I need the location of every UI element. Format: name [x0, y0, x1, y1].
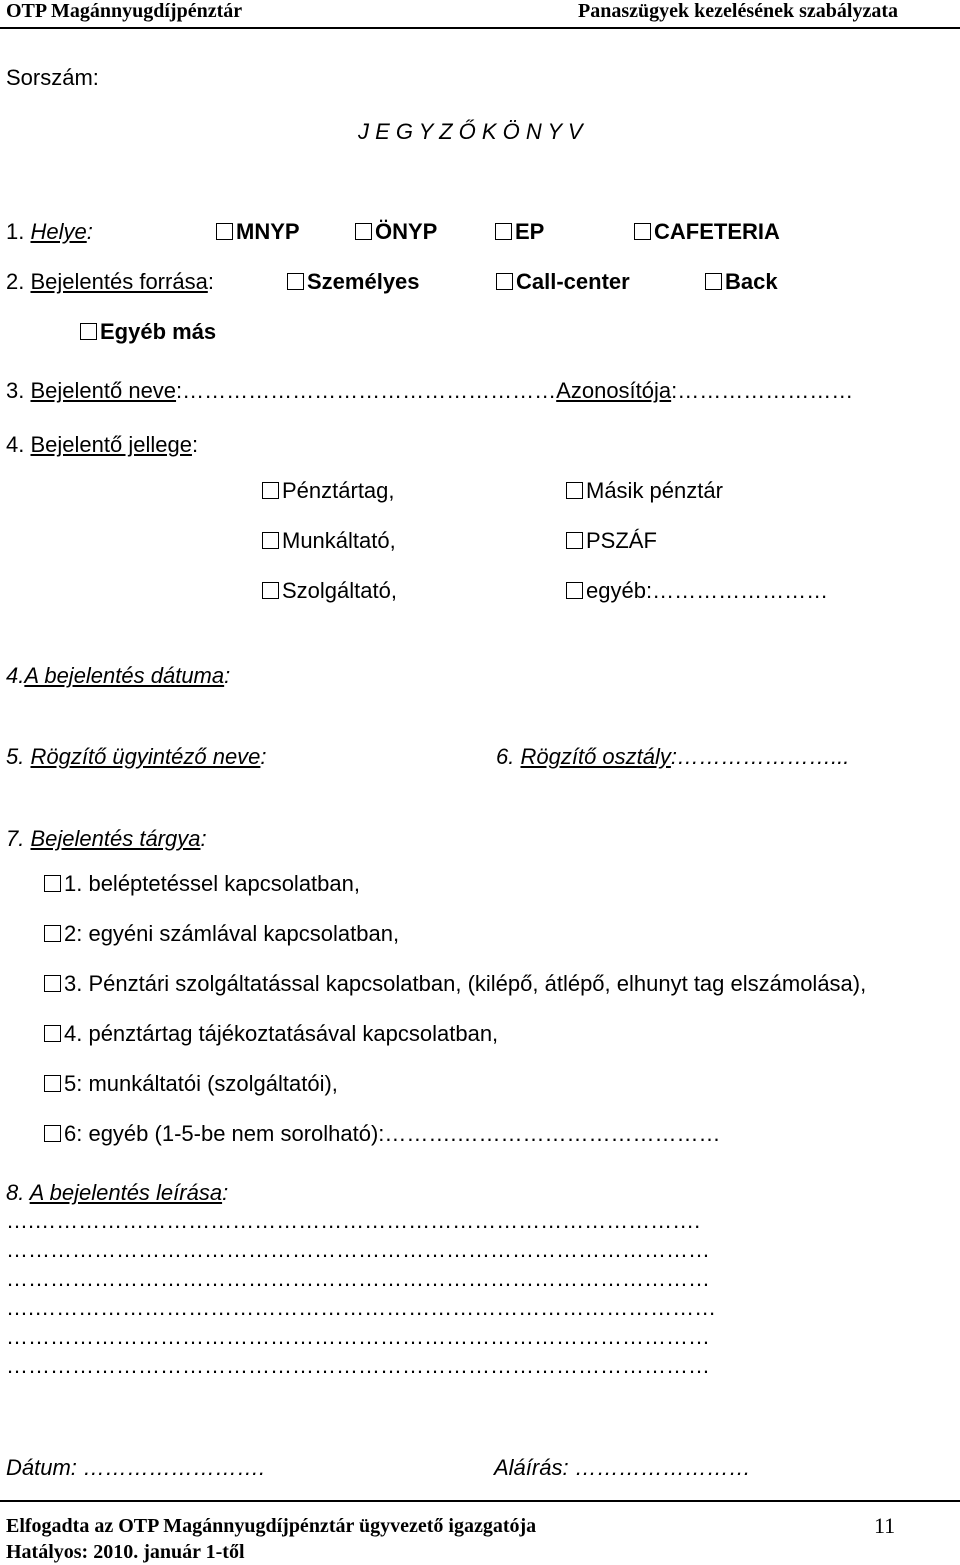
q6-dots[interactable]: …………………...: [677, 744, 850, 769]
checkbox-icon[interactable]: [262, 532, 279, 549]
q4-option-szolgaltato[interactable]: Szolgáltató,: [262, 578, 397, 604]
q4-label: 4. Bejelentő jellege:: [6, 432, 199, 457]
q8-line[interactable]: ……………………………………………………………………………………: [6, 1324, 710, 1349]
checkbox-icon[interactable]: [355, 223, 372, 240]
date-dots[interactable]: …………………….: [83, 1455, 266, 1480]
checkbox-icon[interactable]: [44, 925, 61, 942]
checkbox-icon[interactable]: [496, 273, 513, 290]
header-rule: [0, 27, 960, 29]
q1-option-cafeteria[interactable]: CAFETERIA: [634, 219, 780, 245]
checkbox-icon[interactable]: [566, 482, 583, 499]
q1-label: 1. Helye:: [6, 219, 93, 244]
q8-line[interactable]: ….……………………………………………………………………………….: [6, 1208, 701, 1233]
q2-label: 2. Bejelentés forrása:: [6, 269, 214, 294]
q7-option-4[interactable]: 4. pénztártag tájékoztatásával kapcsolatban,: [44, 1021, 498, 1047]
q7-option-3[interactable]: 3. Pénztári szolgáltatással kapcsolatban, (kilépő, átlépő, elhunyt tag elszámolása),: [44, 971, 866, 997]
serial-number-label: Sorszám:: [6, 65, 99, 90]
signature-row: [494, 1455, 751, 1481]
q2-option-call-center[interactable]: Call-center: [496, 269, 630, 295]
header-right: Panaszügyek kezelésének szabályzata: [578, 0, 898, 22]
checkbox-icon[interactable]: [44, 1075, 61, 1092]
q3-id-dots[interactable]: ……………………: [677, 378, 854, 403]
q7-other-dots[interactable]: ……….………………………………: [384, 1121, 721, 1146]
q8-line[interactable]: ……………………………………………………………………………………: [6, 1266, 710, 1291]
checkbox-icon[interactable]: [216, 223, 233, 240]
q7-option-1[interactable]: 1. beléptetéssel kapcsolatban,: [44, 871, 360, 897]
footer-effective: Hatályos: 2010. január 1-től: [6, 1541, 245, 1563]
q4-option-masik-penztar[interactable]: Másik pénztár: [566, 478, 723, 504]
q4-option-egyeb[interactable]: egyéb:……………………: [566, 578, 828, 604]
checkbox-icon[interactable]: [44, 975, 61, 992]
q6-label: 6. Rögzítő osztály:…………………...: [496, 744, 850, 769]
q2-option-szemelyes[interactable]: Személyes: [287, 269, 420, 295]
q8-line[interactable]: ……………………………………………………………………………………: [6, 1353, 710, 1378]
page-number: 11: [874, 1513, 896, 1538]
checkbox-icon[interactable]: [287, 273, 304, 290]
q4-option-pszaf[interactable]: PSZÁF: [566, 528, 657, 554]
checkbox-icon[interactable]: [566, 532, 583, 549]
footer-approved: Elfogadta az OTP Magánnyugdíjpénztár ügyvezető igazgatója: [6, 1515, 537, 1537]
q7-option-2[interactable]: 2: egyéni számlával kapcsolatban,: [44, 921, 399, 947]
q2-option-back[interactable]: Back: [705, 269, 778, 295]
q1-option-mnyp[interactable]: MNYP: [216, 219, 300, 245]
q2-option-egyeb[interactable]: Egyéb más: [80, 319, 216, 345]
q7-option-5[interactable]: 5: munkáltatói (szolgáltatói),: [44, 1071, 338, 1097]
checkbox-icon[interactable]: [262, 482, 279, 499]
signature-label: Aláírás:: [494, 1455, 569, 1480]
checkbox-icon[interactable]: [44, 1125, 61, 1142]
footer-rule: [0, 1500, 960, 1502]
q3-name-dots[interactable]: ……………………………………………: [182, 378, 557, 403]
checkbox-icon[interactable]: [262, 582, 279, 599]
signature-dots[interactable]: ……………………: [574, 1455, 751, 1480]
header-left: OTP Magánnyugdíjpénztár: [6, 0, 243, 22]
page-title: J E G Y Z Ő K Ö N Y V: [358, 119, 583, 144]
q4b-label: 4.A bejelentés dátuma:: [6, 663, 231, 688]
q1-option-onyp[interactable]: ÖNYP: [355, 219, 437, 245]
date-label: Dátum:: [6, 1455, 77, 1480]
checkbox-icon[interactable]: [44, 1025, 61, 1042]
q3-row: 3. Bejelentő neve:……………………………………………Azonosítója:……………………: [6, 378, 854, 403]
q1-option-ep[interactable]: EP: [495, 219, 544, 245]
checkbox-icon[interactable]: [495, 223, 512, 240]
date-row: [6, 1455, 265, 1481]
q8-line[interactable]: ……………………………………………………………………………………: [6, 1237, 710, 1262]
q7-option-6[interactable]: 6: egyéb (1-5-be nem sorolható):……….………………………………: [44, 1121, 721, 1147]
q5-label: 5. Rögzítő ügyintéző neve:: [6, 744, 267, 769]
q7-label: 7. Bejelentés tárgya:: [6, 826, 207, 851]
q4-other-dots[interactable]: ……………………: [652, 578, 829, 603]
q4-option-penztartag[interactable]: Pénztártag,: [262, 478, 395, 504]
checkbox-icon[interactable]: [80, 323, 97, 340]
checkbox-icon[interactable]: [566, 582, 583, 599]
q8-label: 8. A bejelentés leírása:: [6, 1180, 229, 1205]
q8-line[interactable]: ….…………………………………………………………………………………: [6, 1295, 717, 1320]
checkbox-icon[interactable]: [634, 223, 651, 240]
checkbox-icon[interactable]: [705, 273, 722, 290]
checkbox-icon[interactable]: [44, 875, 61, 892]
q4-option-munkaltato[interactable]: Munkáltató,: [262, 528, 396, 554]
